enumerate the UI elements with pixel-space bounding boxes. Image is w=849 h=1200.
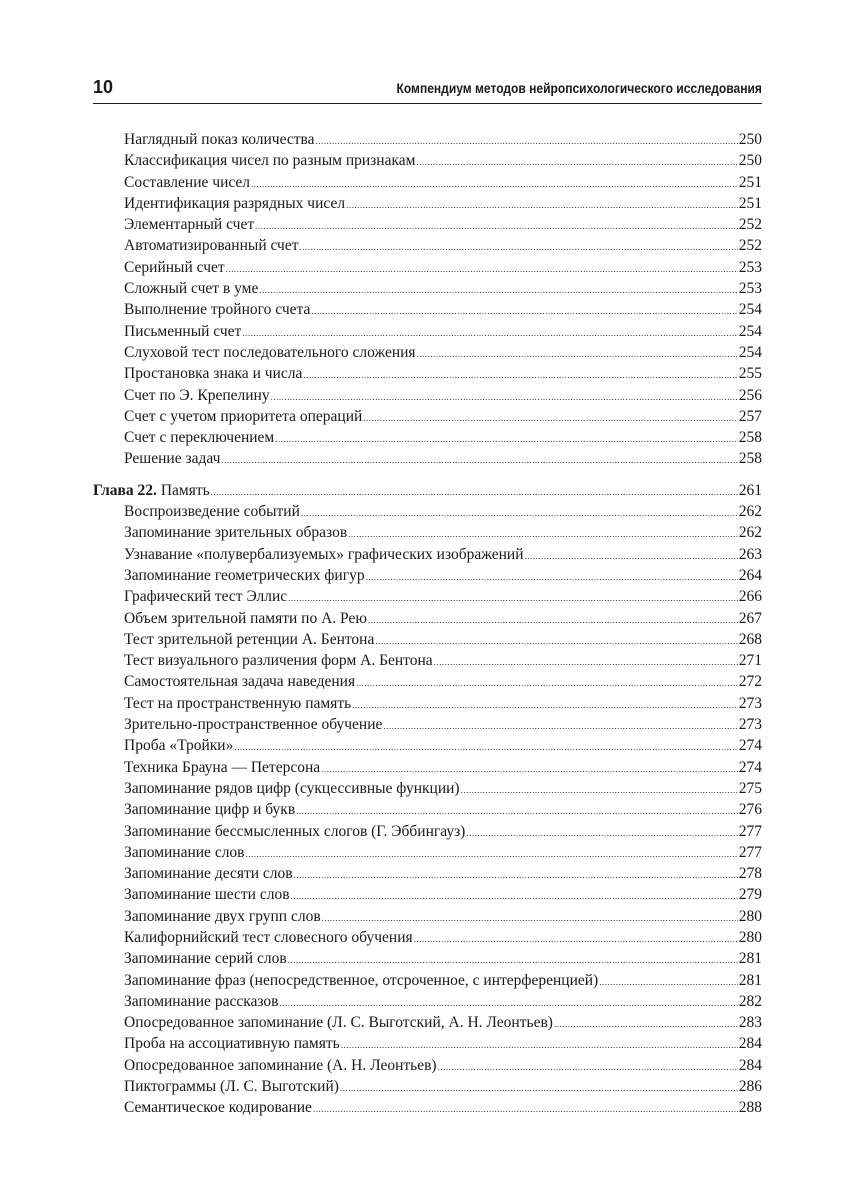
toc-entry-page: 278 <box>738 865 762 883</box>
toc-leader-dots <box>291 886 738 907</box>
toc-entry-title: Запоминание цифр и букв <box>124 801 296 819</box>
toc-entry-title: Запоминание рядов цифр (сукцессивные функции) <box>124 779 460 797</box>
toc-entry <box>93 1033 762 1054</box>
toc-entry-title: Решение задач <box>124 450 221 468</box>
toc-leader-dots <box>311 301 737 322</box>
toc-leader-dots <box>352 695 738 716</box>
toc-entry-title: Наглядный показ количества <box>124 131 315 148</box>
toc-entry-title: Счет по Э. Крепелину <box>124 386 270 404</box>
running-title: Компендиум методов нейропсихологического исследования <box>396 80 762 96</box>
toc-entry-title: Письменный счет <box>124 322 242 340</box>
toc-entry-title: Проба «Тройки» <box>124 737 234 755</box>
toc-entry <box>93 735 762 756</box>
toc-entry-title: Запоминание зрительных образов <box>124 524 348 542</box>
toc-entry-page: 276 <box>738 801 762 819</box>
toc-leader-dots <box>271 387 738 408</box>
toc-entry-title: Сложный счет в уме <box>124 280 259 298</box>
toc-leader-dots <box>221 450 737 471</box>
toc-leader-dots <box>466 823 737 844</box>
toc-entry <box>93 299 762 320</box>
toc-entry-page: 251 <box>738 194 762 212</box>
toc-entry-title: Запоминание серий слов <box>124 950 287 968</box>
toc-entry-title: Проба на ассоциативную память <box>124 1035 340 1053</box>
page-header <box>93 76 762 100</box>
toc-entry-title: Счет с учетом приоритета операций <box>124 407 363 425</box>
toc-entry <box>93 757 762 778</box>
toc-leader-dots <box>438 1057 738 1078</box>
toc-leader-dots <box>341 1035 738 1056</box>
toc-chapter-heading <box>93 480 762 501</box>
toc-entry-title: Самостоятельная задача наведения <box>124 673 356 691</box>
toc-entry <box>93 693 762 714</box>
toc-entry-page: 254 <box>738 301 762 319</box>
toc-entry <box>93 863 762 884</box>
toc-leader-dots <box>313 1099 738 1120</box>
toc-entry-title: Выполнение тройного счета <box>124 301 311 319</box>
toc-entry-title: Воспроизведение событий <box>124 503 300 521</box>
toc-entry-page: 268 <box>738 630 762 648</box>
toc-entry-page: 253 <box>738 258 762 276</box>
toc-entry-title: Серийный счет <box>124 258 225 276</box>
toc-entry <box>93 906 762 927</box>
toc-entry-title: Запоминание рассказов <box>124 992 279 1010</box>
toc-entry-title: Составление чисел <box>124 173 251 191</box>
toc-entry-page: 255 <box>738 365 762 383</box>
toc-leader-dots <box>340 1078 738 1099</box>
toc-leader-dots <box>251 174 738 195</box>
toc-entry <box>93 1055 762 1076</box>
toc-entry-title: Запоминание геометрических фигур <box>124 566 365 584</box>
toc-entry-title: Техника Брауна — Петерсона <box>124 758 321 776</box>
toc-entry <box>93 608 762 629</box>
toc-entry <box>93 970 762 991</box>
toc-entry-page: 275 <box>738 779 762 797</box>
toc-entry-title: Семантическое кодирование <box>124 1099 312 1117</box>
toc-entry <box>93 385 762 406</box>
toc-entry-page: 262 <box>738 524 762 542</box>
toc-leader-dots <box>321 759 738 780</box>
toc-leader-dots <box>599 972 738 993</box>
toc-entry-title: Счет с переключением <box>124 429 275 447</box>
toc-leader-dots <box>242 323 737 344</box>
toc-entry <box>93 544 762 565</box>
toc-leader-dots <box>246 844 738 865</box>
toc-entry <box>93 565 762 586</box>
toc-entry-page: 251 <box>738 173 762 191</box>
page-number: 10 <box>93 77 114 97</box>
toc-entry-page: 277 <box>738 843 762 861</box>
toc-leader-dots <box>434 652 738 673</box>
toc-leader-dots <box>316 131 738 152</box>
toc-leader-dots <box>346 195 738 216</box>
toc-leader-dots <box>294 865 738 886</box>
toc-entry <box>93 278 762 299</box>
toc-leader-dots <box>279 993 737 1014</box>
toc-entry-title: Узнавание «полувербализуемых» графических изображений <box>124 545 524 563</box>
toc-leader-dots <box>255 216 738 237</box>
toc-entry-page: 257 <box>738 407 762 425</box>
toc-entry <box>93 1076 762 1097</box>
toc-entry-title: Тест на пространственную память <box>124 694 352 712</box>
toc-entry <box>93 650 762 671</box>
toc-leader-dots <box>322 908 738 929</box>
chapter-label: Глава 22. <box>93 481 157 499</box>
toc-entry <box>93 671 762 692</box>
toc-entry-title: Запоминание слов <box>124 843 245 861</box>
toc-entry-title: Слуховой тест последовательного сложения <box>124 343 416 361</box>
toc-leader-dots <box>461 780 738 801</box>
toc-leader-dots <box>211 482 738 503</box>
toc-entry-page: 254 <box>738 343 762 361</box>
chapter-title <box>93 480 210 501</box>
toc-leader-dots <box>554 1014 738 1035</box>
toc-entry-page: 256 <box>738 386 762 404</box>
toc-entry-page: 252 <box>738 237 762 255</box>
toc-leader-dots <box>226 259 738 280</box>
toc-entry-title: Запоминание десяти слов <box>124 865 293 883</box>
toc-entry <box>93 884 762 905</box>
toc-entry-page: 279 <box>738 886 762 904</box>
toc-entry-title: Пиктограммы (Л. С. Выготский) <box>124 1078 339 1096</box>
toc-entry <box>93 927 762 948</box>
toc-leader-dots <box>275 429 738 450</box>
toc-entry-page: 250 <box>738 131 762 148</box>
toc-entry-page: 284 <box>738 1056 762 1074</box>
toc-entry <box>93 501 762 522</box>
toc-entry <box>93 363 762 384</box>
toc-entry-title: Автоматизированный счет <box>124 237 299 255</box>
toc-entry <box>93 321 762 342</box>
toc-leader-dots <box>356 673 738 694</box>
toc-entry <box>93 448 762 469</box>
toc-entry-page: 274 <box>738 758 762 776</box>
toc-entry-page: 281 <box>738 971 762 989</box>
toc-entry-title: Тест зрительной ретенции А. Бентона <box>124 630 375 648</box>
toc-entry <box>93 214 762 235</box>
toc-entry-page: 258 <box>738 429 762 447</box>
toc-entry-title: Калифорнийский тест словесного обучения <box>124 928 413 946</box>
toc-entry <box>93 522 762 543</box>
toc-entry <box>93 842 762 863</box>
toc-entry <box>93 714 762 735</box>
toc-entry-title: Зрительно-пространственное обучение <box>124 716 383 734</box>
toc-entry <box>93 342 762 363</box>
toc-entry-page: 250 <box>738 152 762 170</box>
toc-leader-dots <box>296 801 738 822</box>
toc-entry <box>93 235 762 256</box>
toc-entry-title: Классификация чисел по разным признакам <box>124 152 416 170</box>
toc-entry-page: 267 <box>738 609 762 627</box>
toc-entry-page: 282 <box>738 992 762 1010</box>
toc-leader-dots <box>288 588 738 609</box>
toc-entry-title: Простановка знака и числа <box>124 365 303 383</box>
toc-leader-dots <box>234 737 737 758</box>
toc-entry <box>93 1012 762 1033</box>
toc-entry <box>93 799 762 820</box>
toc-entry-page: 263 <box>738 545 762 563</box>
toc-leader-dots <box>301 503 738 524</box>
toc-entry-page: 271 <box>738 652 762 670</box>
table-of-contents <box>93 129 762 1119</box>
toc-entry <box>93 129 762 150</box>
toc-leader-dots <box>383 716 737 737</box>
toc-entry-page: 274 <box>738 737 762 755</box>
chapter-name: Память <box>160 481 210 499</box>
toc-leader-dots <box>303 365 737 386</box>
toc-entry-page: 262 <box>738 503 762 521</box>
toc-entry-page: 284 <box>738 1035 762 1053</box>
toc-entry-title: Запоминание бессмысленных слогов (Г. Эббингауз) <box>124 822 466 840</box>
toc-entry <box>93 991 762 1012</box>
toc-entry <box>93 427 762 448</box>
toc-entry-title: Тест визуального различения форм А. Бентона <box>124 652 433 670</box>
toc-entry <box>93 821 762 842</box>
toc-leader-dots <box>363 408 737 429</box>
toc-entry <box>93 586 762 607</box>
toc-leader-dots <box>300 237 738 258</box>
toc-entry-page: 258 <box>738 450 762 468</box>
toc-leader-dots <box>348 524 738 545</box>
toc-entry-page: 288 <box>738 1099 762 1117</box>
toc-entry-page: 286 <box>738 1078 762 1096</box>
toc-leader-dots <box>368 610 738 631</box>
toc-entry <box>93 1097 762 1118</box>
toc-entry-page: 264 <box>738 566 762 584</box>
toc-entry-page: 253 <box>738 280 762 298</box>
toc-entry <box>93 172 762 193</box>
header-rule <box>93 103 762 104</box>
toc-leader-dots <box>375 631 737 652</box>
toc-entry <box>93 257 762 278</box>
toc-entry-title: Опосредованное запоминание (Л. С. Выготский, А. Н. Леонтьев) <box>124 1014 553 1032</box>
toc-entry-title: Графический тест Эллис <box>124 588 288 606</box>
toc-entry-title: Запоминание двух групп слов <box>124 907 321 925</box>
toc-entry-page: 283 <box>738 1014 762 1032</box>
toc-entry-page: 273 <box>738 694 762 712</box>
toc-leader-dots <box>525 546 738 567</box>
toc-entry-title: Идентификация разрядных чисел <box>124 194 346 212</box>
toc-entry-page: 280 <box>738 907 762 925</box>
toc-entry-page: 252 <box>738 216 762 234</box>
toc-leader-dots <box>417 344 738 365</box>
toc-entry-page: 254 <box>738 322 762 340</box>
toc-entry-page: 272 <box>738 673 762 691</box>
toc-entry-title: Элементарный счет <box>124 216 255 234</box>
toc-entry-page: 266 <box>738 588 762 606</box>
toc-leader-dots <box>288 950 738 971</box>
toc-entry-page: 273 <box>738 716 762 734</box>
toc-leader-dots <box>259 280 737 301</box>
toc-entry <box>93 193 762 214</box>
toc-leader-dots <box>414 929 738 950</box>
toc-entry-page: 280 <box>738 928 762 946</box>
toc-entry-page: 281 <box>738 950 762 968</box>
toc-leader-dots <box>416 152 737 173</box>
toc-entry <box>93 406 762 427</box>
toc-entry-title: Опосредованное запоминание (А. Н. Леонтьев) <box>124 1056 437 1074</box>
chapter-page: 261 <box>738 481 762 499</box>
toc-entry-title: Запоминание шести слов <box>124 886 290 904</box>
toc-entry-title: Объем зрительной памяти по А. Рею <box>124 609 367 627</box>
toc-entry <box>93 629 762 650</box>
toc-entry-page: 277 <box>738 822 762 840</box>
toc-entry-title: Запоминание фраз (непосредственное, отсроченное, с интерференцией) <box>124 971 599 989</box>
toc-entry <box>93 778 762 799</box>
toc-entry <box>93 948 762 969</box>
toc-entry <box>93 150 762 171</box>
toc-leader-dots <box>366 567 738 588</box>
